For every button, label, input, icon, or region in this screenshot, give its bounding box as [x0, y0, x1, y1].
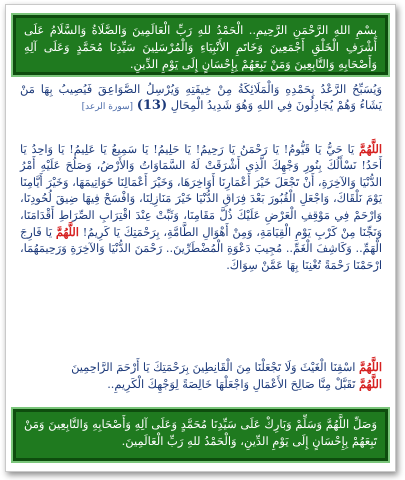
- supplication-line-1-text: اسْقِنَا الْغَيْثَ وَلَا تَجْعَلْنَا مِنَ الْقَانِطِينَ بِرَحْمَتِكَ يَا أَرْحَمَ الرَّاحِمِينَ: [71, 361, 356, 374]
- supplication-text-2: يَا فَارِجَ الْهَمِّ.. وَكَاشِفَ الْغَمِّ.. مُجِيبَ دَعْوَةِ الْمُضْطَرِّينَ.. رَحْمَنَ الدُّنْيَا وَالآخِرَةِ وَرَحِيمَهُمَا، ارْحَمْنَا رَحْمَةً تُغْنِنَا بِهَا عَمَّنْ سِوَاكَ.: [20, 226, 382, 272]
- verse-number: (13): [136, 98, 168, 113]
- allahumma-line-1: اللَّهُمَّ: [358, 360, 382, 374]
- supplication-paragraph: [20, 141, 382, 274]
- allahumma-heading: اللَّهُمَّ: [358, 142, 382, 156]
- allahumma-line-2: اللَّهُمَّ: [358, 377, 382, 391]
- allahumma-inline: اللَّهُمَّ: [55, 225, 79, 240]
- supplication-line-2-text: تَقَبَّلْ مِنَّا صَالِحَ الأَعْمَالِ وَاجْعَلْهَا خَالِصَةً لِوَجْهِكَ الْكَرِيمِ..: [107, 378, 356, 391]
- supplication-text-1: يَا حَيُّ يَا قَيُّومُ! يَا رَحْمَنُ يَا رَحِيمُ! يَا حَلِيمُ! يَا سَمِيعُ يَا عَلِيمُ! يَا وَاحِدُ يَا أَحَدُ! نَسْأَلُكَ بِنُورِ وَجْهِكَ الَّذِي أَشْرَقَتْ لَهُ السَّمَاوَاتُ وَالأَرْضُ، وَصَلُحَ عَلَيْهِ أَمْرُ الدُّنْيَا وَالآخِرَةِ، أَنْ تَجْعَلَ خَيْرَ أَعْمَارِنَا أَوَاخِرَهَا، وَخَيْرَ أَعْمَالِنَا خَوَاتِيمَهَا، وَخَيْرَ أَيَّامِنَا يَوْمَ نَلْقَاكَ، وَاجْعَلِ الْقُبُورَ بَعْدَ فِرَاقِ الدُّنْيَا خَيْرَ مَنَازِلِنَا، وَافْسَحْ فِيهَا ضِيقَ لُحُودِنَا، وَارْحَمْ فِي مَوْقِفِ الْعَرْضِ عَلَيْكَ ذُلَّ مَقَامِنَا، وَثَبِّتْ عِنْدَ اقْتِرَابِ الصِّرَاطِ أَقْدَامَنَا، وَنَجِّنَا مِنْ كَرْبِ يَوْمِ الْقِيَامَةِ، وَمِنْ أَهْوَالِ الطَّامَّةِ، بِرَحْمَتِكَ يَا كَرِيمُ!: [20, 143, 383, 240]
- opening-invocation-panel: [13, 15, 388, 75]
- closing-salutation-text: وَصَلِّ اللَّهُمَّ وَسَلِّمْ وَبَارِكْ عَلَى سَيِّدِنَا مُحَمَّدٍ وَعَلَى آلِهِ وَأَصْحَابِهِ وَالتَّابِعِينَ وَمَنْ تَبِعَهُمْ بِإِحْسَانٍ إِلَى يَوْمِ الدِّينِ، وَالْحَمْدُ للهِ رَبِّ الْعَالَمِينَ.: [24, 417, 377, 448]
- opening-invocation-text: بِسْمِ اللهِ الرَّحْمَنِ الرَّحِيمِ.. الْحَمْدُ للهِ رَبِّ الْعَالَمِينَ وَالصَّلَاةُ وَالسَّلَامُ عَلَى أَشْرَفِ الْخَلْقِ أَجْمَعِينَ وَخَاتَمِ الأَنْبِيَاءِ وَالْمُرْسَلِينَ سَيِّدِنَا مُحَمَّدٍ وَعَلَى آلِهِ وَأَصْحَابِهِ وَالتَّابِعِينَ وَمَنْ تَبِعَهُمْ بِإِحْسَانٍ إِلَى يَوْمِ الدِّينِ.: [24, 23, 377, 71]
- quran-verse: [20, 81, 382, 115]
- verse-text: وَيُسَبِّحُ الرَّعْدُ بِحَمْدِهِ وَالْمَلَائِكَةُ مِنْ خِيفَتِهِ وَيُرْسِلُ الصَّوَاعِقَ فَيُصِيبُ بِهَا مَنْ يَشَاءُ وَهُمْ يُجَادِلُونَ فِي اللهِ وَهُوَ شَدِيدُ الْمِحَالِ: [20, 82, 382, 112]
- short-supplications: [20, 359, 382, 393]
- closing-salutation-panel: [13, 409, 388, 461]
- supplication-line-1: [20, 359, 382, 376]
- card-frame: [5, 4, 396, 472]
- supplication-line-2: [20, 376, 382, 393]
- verse-reference: [سورة الرعد]: [81, 102, 134, 112]
